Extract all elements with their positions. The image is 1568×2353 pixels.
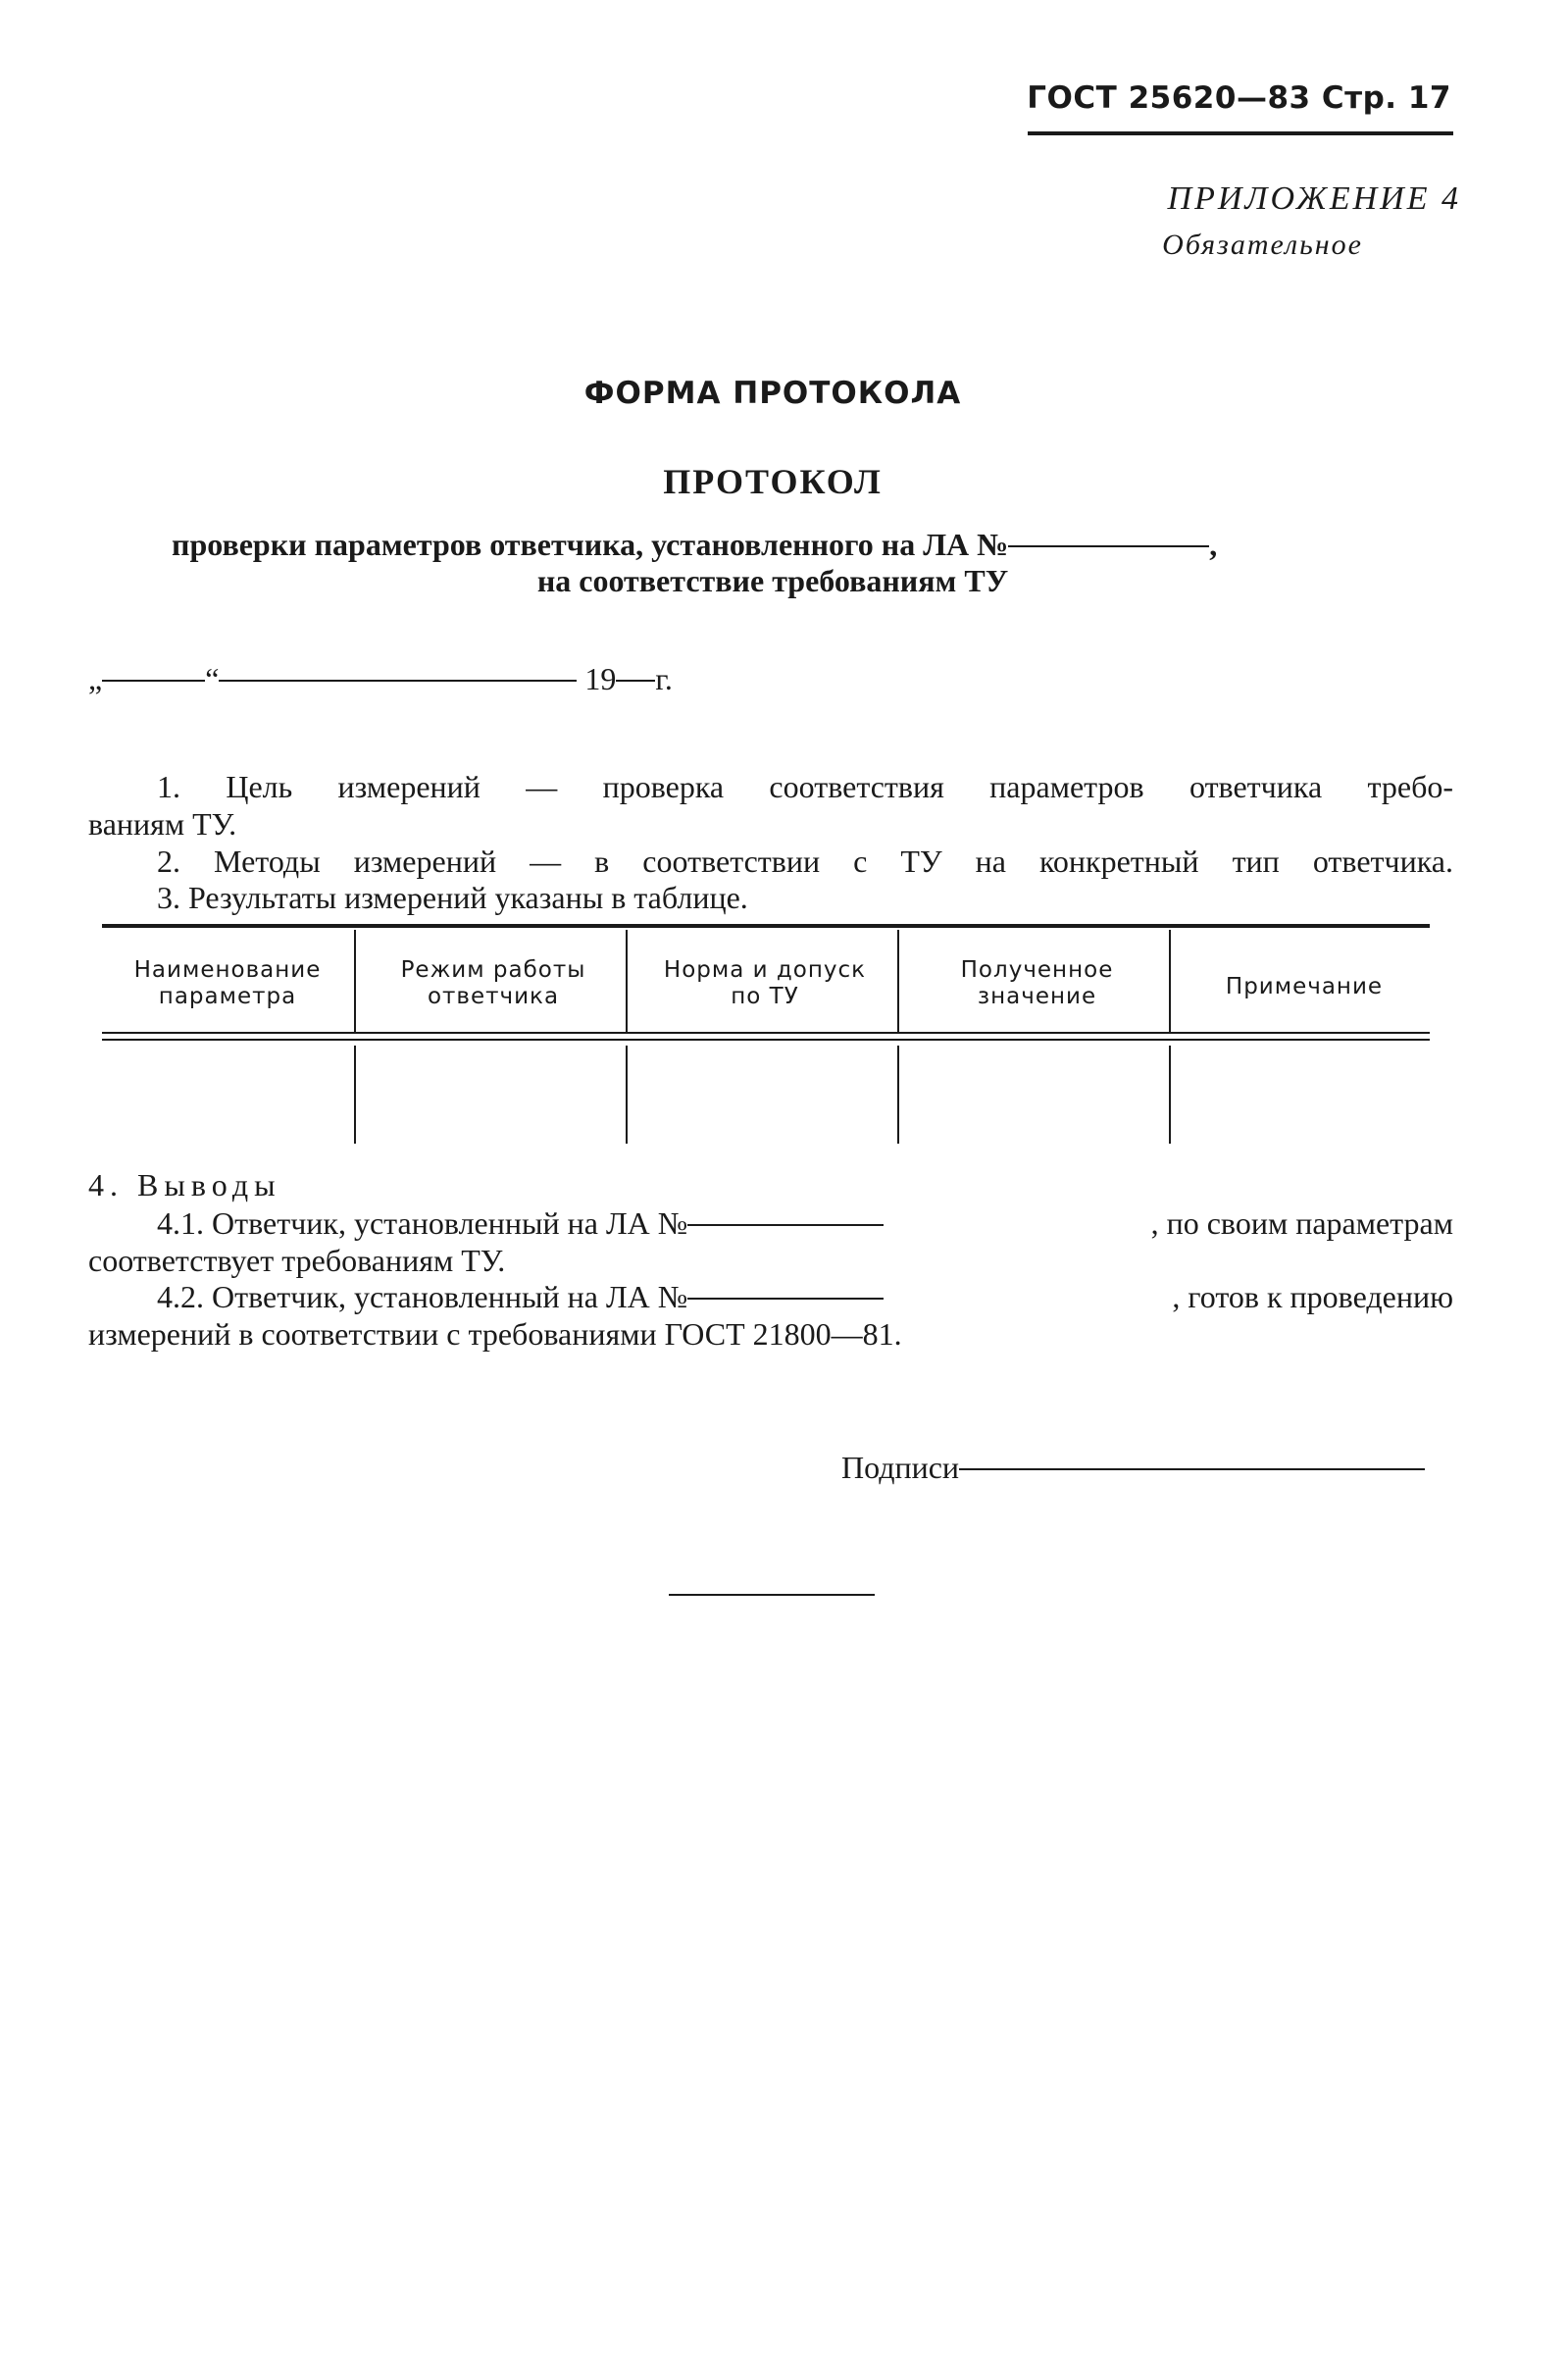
document-header-id: ГОСТ 25620—83 Стр. 17 bbox=[1027, 80, 1451, 116]
table-header-rule bbox=[102, 1032, 1430, 1034]
protocol-subtitle-line1 bbox=[172, 527, 1217, 563]
form-title: ФОРМА ПРОТОКОЛА bbox=[583, 376, 962, 411]
table-col-divider bbox=[626, 1046, 628, 1144]
end-rule bbox=[669, 1594, 875, 1596]
table-col-divider bbox=[354, 930, 356, 1032]
date-open-quote: „ bbox=[88, 661, 103, 696]
table-header-cell: Полученное значение bbox=[960, 957, 1114, 1009]
table-top-rule bbox=[102, 924, 1430, 928]
table-col-divider bbox=[897, 1046, 899, 1144]
paragraph-1 bbox=[88, 768, 1453, 843]
subtitle-text: проверки параметров ответчика, установленного на ЛА № bbox=[172, 527, 1009, 562]
conclusions-heading: 4. Выводы bbox=[88, 1167, 281, 1202]
signatures-label: Подписи bbox=[841, 1450, 960, 1485]
table-header-cell: Норма и допуск по ТУ bbox=[663, 957, 867, 1009]
table-col-divider bbox=[1169, 930, 1171, 1032]
year-blank[interactable] bbox=[616, 680, 655, 682]
protocol-subtitle-line2: на соответствие требованиям ТУ bbox=[536, 563, 1009, 598]
signatures-blank[interactable] bbox=[959, 1468, 1425, 1470]
year-prefix: 19 bbox=[584, 661, 617, 696]
aircraft-number-blank[interactable] bbox=[687, 1224, 884, 1226]
aircraft-number-blank[interactable] bbox=[1008, 545, 1209, 547]
paragraph-3-text: 3. Результаты измерений указаны в таблице. bbox=[157, 880, 748, 915]
table-col-divider bbox=[354, 1046, 356, 1144]
paragraph-2-text: 2. Методы измерений — в соответствии с ТУ на конкретный тип ответчика. bbox=[157, 844, 1453, 879]
table-header-cell: Примечание bbox=[1225, 974, 1384, 999]
conclusion-4-2 bbox=[88, 1278, 1453, 1353]
table-col-divider bbox=[1169, 1046, 1171, 1144]
day-blank[interactable] bbox=[102, 680, 205, 682]
header-rule bbox=[1028, 131, 1453, 135]
conclusion-4-2-line2: измерений в соответствии с требованиями ГОСТ 21800—81. bbox=[88, 1316, 902, 1352]
table-header-rule-double bbox=[102, 1039, 1430, 1041]
table-header-cell: Режим работы ответчика bbox=[400, 957, 586, 1009]
date-line bbox=[88, 661, 673, 697]
conclusion-4-2-line1 bbox=[88, 1278, 1453, 1315]
paragraph-1-line1: 1. Цель измерений — проверка соответствия параметров ответчика требо- bbox=[157, 769, 1453, 804]
table-col-divider bbox=[897, 930, 899, 1032]
appendix-status: Обязательное bbox=[1162, 229, 1363, 261]
date-close-quote: “ bbox=[205, 661, 220, 696]
table-col-divider bbox=[626, 930, 628, 1032]
paragraph-2 bbox=[88, 843, 1453, 880]
conclusion-4-1-line1 bbox=[88, 1204, 1453, 1242]
month-blank[interactable] bbox=[219, 680, 577, 682]
table-header-cell: Наименование параметра bbox=[133, 957, 322, 1009]
conclusion-4-1-line2: соответствует требованиям ТУ. bbox=[88, 1243, 506, 1278]
protocol-title: ПРОТОКОЛ bbox=[663, 462, 883, 501]
conclusion-4-1 bbox=[88, 1204, 1453, 1279]
signatures-line bbox=[841, 1450, 1425, 1486]
conclusion-4-2-start: 4.2. Ответчик, установленный на ЛА № bbox=[157, 1279, 688, 1314]
conclusion-4-1-start: 4.1. Ответчик, установленный на ЛА № bbox=[157, 1205, 688, 1241]
conclusion-4-2-end: , готов к проведению bbox=[1172, 1279, 1453, 1314]
appendix-title: ПРИЛОЖЕНИЕ 4 bbox=[1167, 180, 1461, 217]
aircraft-number-blank[interactable] bbox=[687, 1298, 884, 1300]
subtitle-comma: , bbox=[1209, 527, 1218, 562]
year-suffix: г. bbox=[655, 661, 673, 696]
paragraph-1-line2: ваниям ТУ. bbox=[88, 806, 237, 842]
paragraph-3 bbox=[88, 879, 1453, 916]
conclusion-4-1-end: , по своим параметрам bbox=[1150, 1205, 1453, 1241]
